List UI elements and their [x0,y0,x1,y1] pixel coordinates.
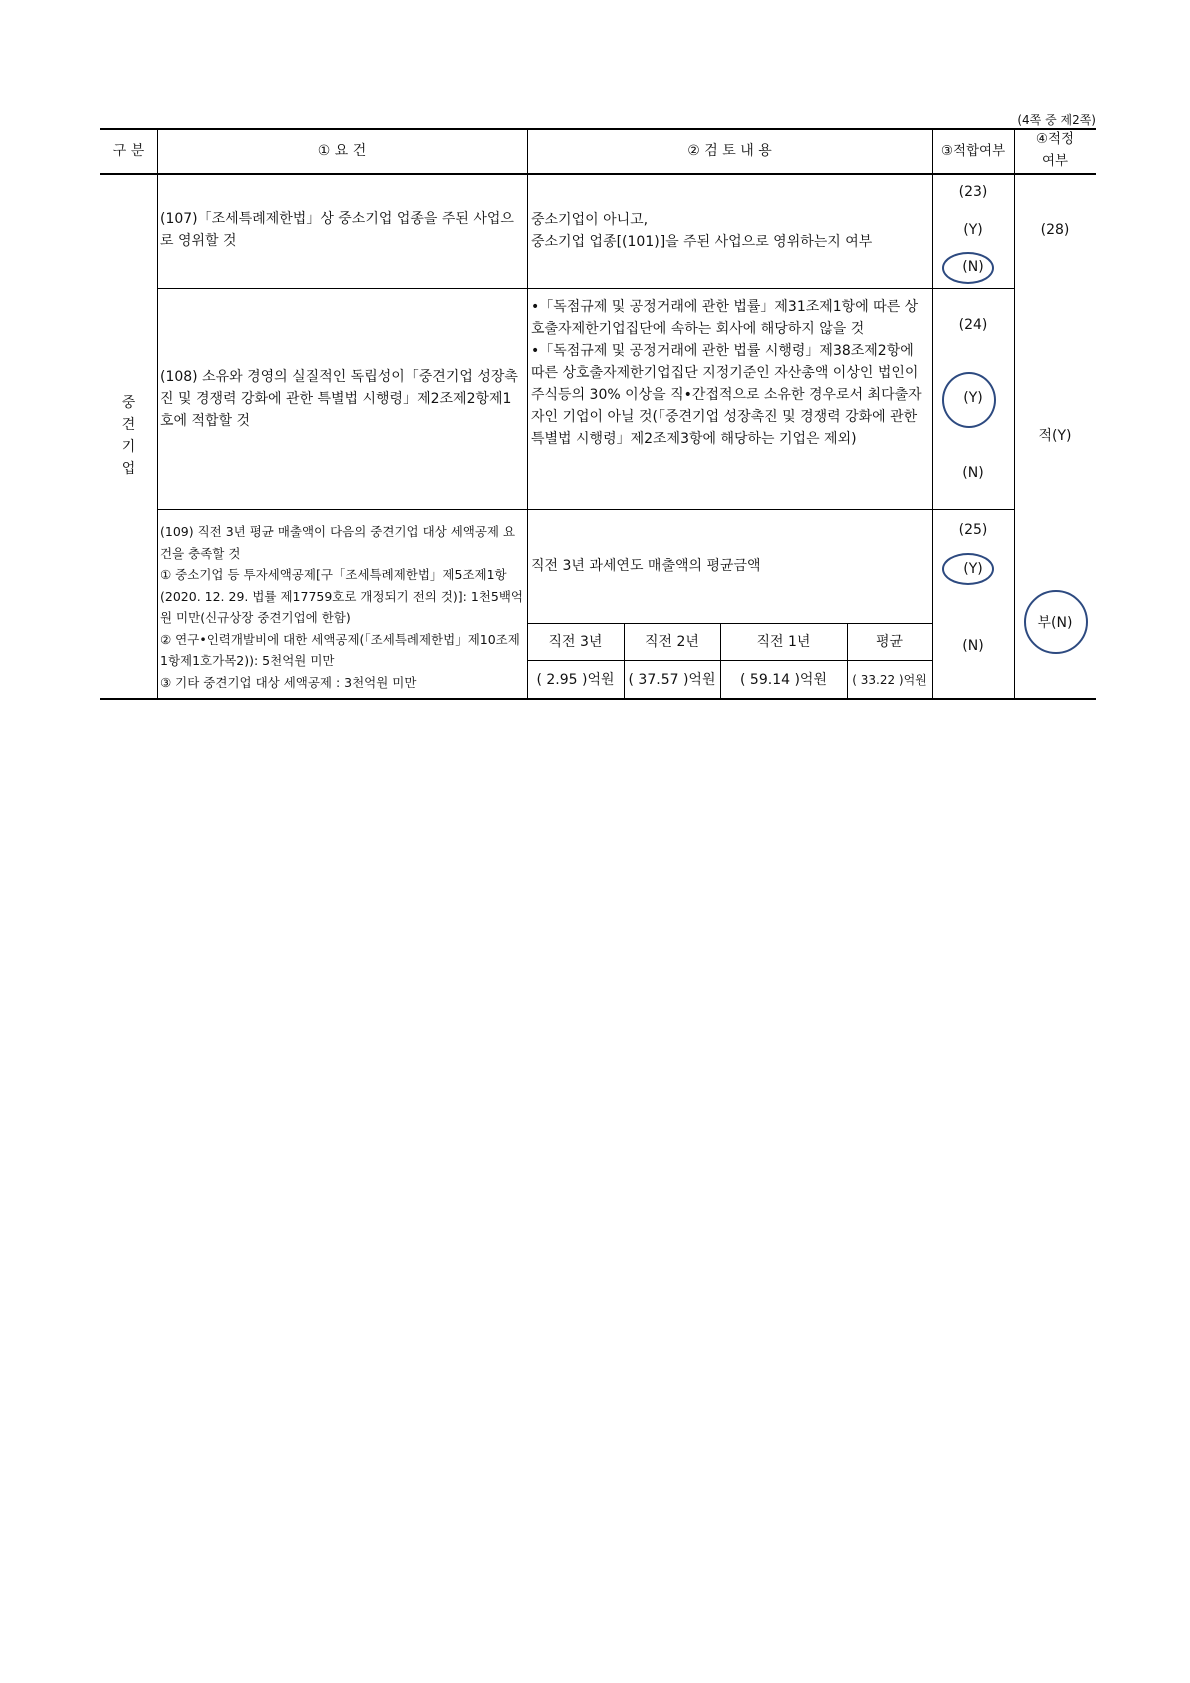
fit-number-107: (23) [958,184,988,200]
row-divider-107 [157,288,1014,289]
row-divider-108 [157,509,1014,510]
requirement-109: (109) 직전 3년 평균 매출액이 다음의 중견기업 대상 세액공제 요건을 충족할 것 ① 중소기업 등 투자세액공제[구「조세특례제한법」제5조제1항(2020. 12. 29. 법률 제17759호로 개정되기 전의 것)]: 1천5백억원 미만(신규상장 중견기업에 한함) ② 연구•인력개발비에 대한 세액공제(「조세특례제한법」제10조제1항제1호가목2)): 5천억원 미만 ③ 기타 중견기업 대상 세액공제 : 3천억원 미만 [160,524,523,690]
category-label-4: 업 [121,461,136,477]
header-proper-line2: 여부 [1041,153,1069,169]
sales-header-3y: 직전 3년 [548,634,603,650]
selection-circle-107-no [942,252,994,284]
proper-no: 부(N) [1037,615,1073,631]
review-109: 직전 3년 과세연도 매출액의 평균금액 [531,558,761,574]
header-requirement: ① 요 건 [317,143,367,159]
category-label-3: 기 [121,439,136,455]
selection-circle-109-yes [942,553,994,585]
header-proper-line1: ④적정 [1035,131,1075,147]
col-divider-3 [932,128,933,699]
sales-header-avg: 평균 [875,634,904,650]
selection-circle-108-yes [942,372,996,428]
fit-no-109: (N) [962,638,984,654]
col-divider-4 [1014,128,1015,699]
header-review: ② 검 토 내 용 [687,143,772,159]
requirement-107: (107)「조세특례제한법」상 중소기업 업종을 주된 사업으로 영위할 것 [160,211,514,249]
requirement-108: (108) 소유와 경영의 실질적인 독립성이「중견기업 성장촉진 및 경쟁력 강화에 관한 특별법 시행령」제2조제2항제1호에 적합할 것 [160,369,518,429]
sales-value-3y: ( 2.95 )억원 [536,672,615,688]
selection-circle-proper-no [1024,590,1088,654]
sales-header-1y: 직전 1년 [756,634,811,650]
col-divider-1 [157,128,158,699]
sales-value-2y: ( 37.57 )억원 [628,672,716,688]
fit-yes-108: (Y) [963,390,983,406]
fit-number-108: (24) [958,317,988,333]
proper-yes: 적(Y) [1038,428,1072,444]
table-top-border [100,128,1096,130]
proper-number: (28) [1040,222,1070,238]
col-divider-2 [527,128,528,699]
sales-value-1y: ( 59.14 )억원 [740,672,827,688]
sales-value-avg: ( 33.22 )억원 [852,673,927,687]
sales-header-divider [527,660,932,661]
fit-number-109: (25) [958,522,988,538]
header-category: 구 분 [112,143,145,159]
category-label-1: 중 [121,395,136,411]
fit-no-108: (N) [962,465,984,481]
page-number: (4쪽 중 제2쪽) [1017,113,1096,127]
fit-yes-109: (Y) [963,561,983,577]
fit-no-107: (N) [962,259,984,275]
review-107: 중소기업이 아니고, 중소기업 업종[(101)]을 주된 사업으로 영위하는지 여부 [531,212,873,250]
fit-yes-107: (Y) [963,222,983,238]
table-bottom-border [100,698,1096,700]
header-fit: ③적합여부 [940,143,1006,159]
sales-divider [527,623,932,624]
review-108: •「독점규제 및 공정거래에 관한 법률」제31조제1항에 따른 상호출자제한기업집단에 속하는 회사에 해당하지 않을 것 •「독점규제 및 공정거래에 관한 법률 시행령」제38조제2항에 따른 상호출자제한기업집단 지정기준인 자산총액 이상인 법인이 주식등의 30% 이상을 직•간접적으로 소유한 경우로서 최다출자자인 기업이 아닐 것(「중견기업 성장촉진 및 경쟁력 강화에 관한 특별법 시행령」제2조제3항에 해당하는 기업은 제외) [531,299,922,447]
category-label-2: 견 [121,417,136,433]
sales-header-2y: 직전 2년 [645,634,699,650]
header-divider [100,173,1096,175]
